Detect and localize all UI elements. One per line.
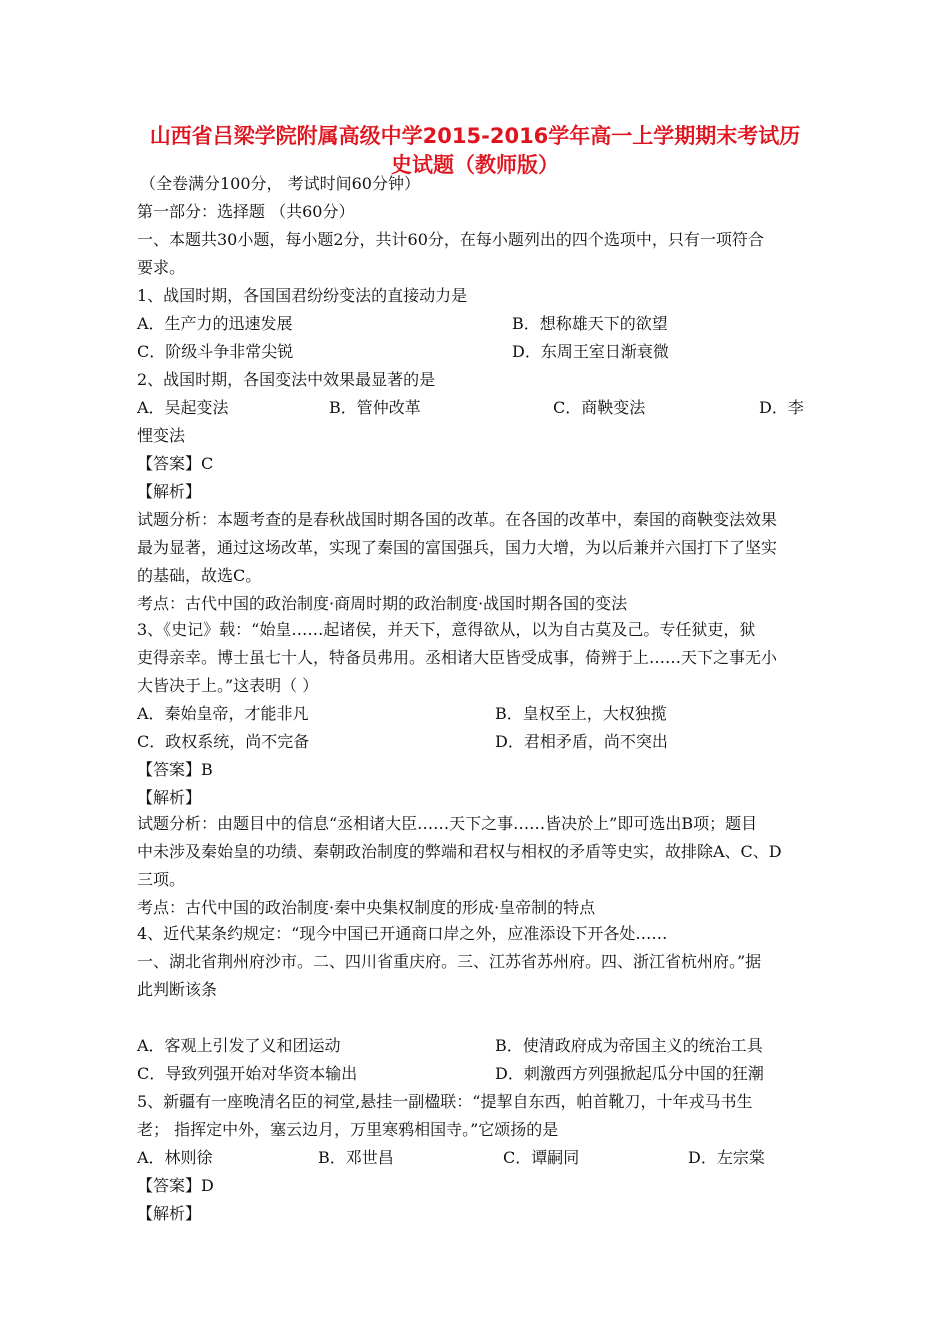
title-line-1: 山西省吕梁学院附属高级中学2015-2016学年高一上学期期末考试历 [149,124,801,148]
q3-stem-line-2: 吏得亲幸。博士虽七十人，特备员弗用。丞相诸大臣皆受成事，倚辨于上……天下之事无小 [137,648,778,667]
exam-meta: （全卷满分100分， 考试时间60分钟） [140,174,420,193]
q4-option-b: B．使清政府成为帝国主义的统治工具 [495,1036,763,1055]
q5-option-d: D．左宗棠 [688,1148,765,1167]
instructions-line-1: 一、本题共30小题，每小题2分，共计60分，在每小题列出的四个选项中，只有一项符合 [137,230,764,249]
q4-option-c: C．导致列强开始对华资本输出 [137,1064,358,1083]
q2-analysis-line-2: 最为显著，通过这场改革，实现了秦国的富国强兵，国力大增，为以后兼并六国打下了坚实 [137,538,778,557]
q5-option-c: C．谭嗣同 [503,1148,580,1167]
q2-analysis-line-1: 试题分析：本题考查的是春秋战国时期各国的改革。在各国的改革中，秦国的商鞅变法效果 [137,510,778,529]
q3-option-c: C．政权系统，尚不完备 [137,732,310,751]
q2-option-b: B．管仲改革 [329,398,421,417]
q3-stem-line-3: 大皆决于上。”这表明（ ） [137,676,319,695]
instructions-line-2: 要求。 [137,258,186,277]
q2-analysis-line-3: 的基础，故选C。 [137,566,262,585]
q2-option-d: D．李 [759,398,804,417]
q2-option-a: A．吴起变法 [137,398,229,417]
q1-option-c: C．阶级斗争非常尖锐 [137,342,294,361]
q4-option-a: A．客观上引发了义和团运动 [137,1036,341,1055]
q5-analysis-label: 【解析】 [137,1204,202,1223]
q3-point: 考点：古代中国的政治制度·秦中央集权制度的形成·皇帝制的特点 [137,898,596,917]
q3-option-b: B．皇权至上，大权独揽 [495,704,667,723]
q2-point: 考点：古代中国的政治制度·商周时期的政治制度·战国时期各国的变法 [137,594,628,613]
q4-stem-line-3: 此判断该条 [137,980,218,999]
q4-stem-line-2: 一、湖北省荆州府沙市。二、四川省重庆府。三、江苏省苏州府。四、浙江省杭州府。”据 [137,952,762,971]
q3-analysis-label: 【解析】 [137,788,202,807]
q2-analysis-label: 【解析】 [137,482,202,501]
q5-option-b: B．邓世昌 [318,1148,394,1167]
q1-stem: 1、战国时期，各国国君纷纷变法的直接动力是 [137,286,468,305]
q2-answer: 【答案】C [137,454,214,473]
q3-option-a: A．秦始皇帝，才能非凡 [137,704,309,723]
q1-option-d: D．东周王室日渐衰微 [512,342,669,361]
q5-stem-line-1: 5、新疆有一座晚清名臣的祠堂,悬挂一副楹联：“提挈自东西，帕首靴刀，十年戎马书生 [137,1092,753,1111]
q3-analysis-line-2: 中未涉及秦始皇的功绩、秦朝政治制度的弊端和君权与相权的矛盾等史实，故排除A、C、D [137,842,782,861]
q2-stem: 2、战国时期，各国变法中效果最显著的是 [137,370,436,389]
q4-option-d: D．刺激西方列强掀起瓜分中国的狂潮 [495,1064,764,1083]
q1-option-a: A．生产力的迅速发展 [137,314,293,333]
q3-stem-line-1: 3、《史记》载：“始皇……起诸侯，并天下，意得欲从，以为自古莫及己。专任狱吏，狱 [137,620,756,639]
title-line-2: 史试题（教师版） [391,153,559,177]
q4-stem-line-1: 4、近代某条约规定：“现今中国已开通商口岸之外，应准添设下开各处…… [137,924,668,943]
q3-analysis-line-1: 试题分析：由题目中的信息“丞相诸大臣……天下之事……皆决於上”即可选出B项；题目 [137,814,758,833]
q1-option-b: B．想称雄天下的欲望 [512,314,668,333]
q5-option-a: A．林则徐 [137,1148,213,1167]
q5-answer: 【答案】D [137,1176,214,1195]
q2-option-d-continued: 悝变法 [137,426,186,445]
q3-option-d: D．君相矛盾，尚不突出 [495,732,668,751]
part-heading: 第一部分：选择题 （共60分） [137,202,355,221]
q2-option-c: C．商鞅变法 [553,398,646,417]
q3-analysis-line-3: 三项。 [137,870,186,889]
q5-stem-line-2: 老； 指挥定中外，塞云边月，万里寒鸦相国寺。”它颂扬的是 [137,1120,559,1139]
q3-answer: 【答案】B [137,760,213,779]
